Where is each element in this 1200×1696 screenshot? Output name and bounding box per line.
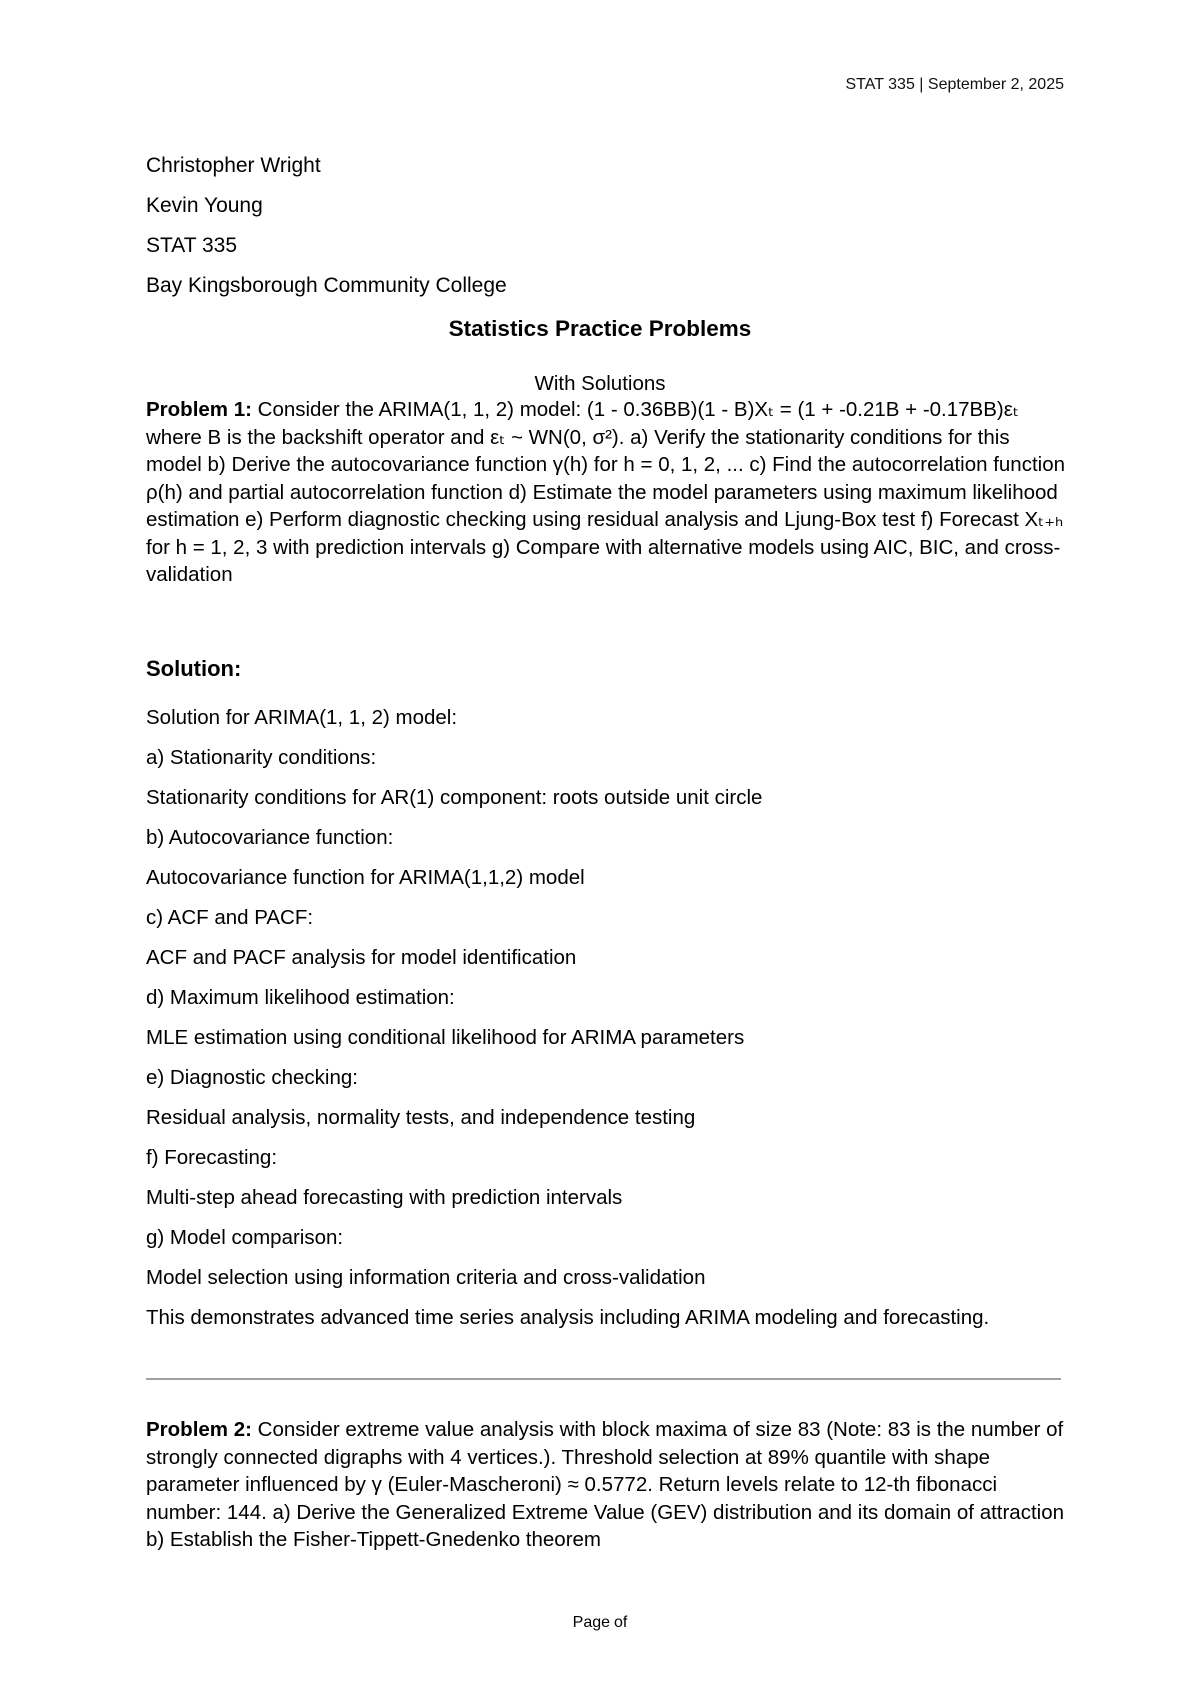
author-block bbox=[146, 146, 507, 306]
solution-lines bbox=[146, 698, 989, 1338]
solution-line: Model selection using information criteria and cross-validation bbox=[146, 1266, 706, 1289]
problem-2-label: Problem 2: bbox=[146, 1418, 252, 1441]
problem-1 bbox=[146, 396, 1066, 589]
page-footer bbox=[0, 1614, 1200, 1632]
problem-1-label: Problem 1: bbox=[146, 398, 252, 421]
section-divider bbox=[146, 1378, 1061, 1380]
solution-line: a) Stationarity conditions: bbox=[146, 746, 377, 769]
solution-line: Autocovariance function for ARIMA(1,1,2) model bbox=[146, 866, 585, 889]
footer-of-label: of bbox=[614, 1614, 628, 1631]
document-subtitle: With Solutions bbox=[534, 372, 666, 395]
solution-line: b) Autocovariance function: bbox=[146, 826, 394, 849]
solution-line: Residual analysis, normality tests, and independence testing bbox=[146, 1106, 696, 1129]
solution-line: c) ACF and PACF: bbox=[146, 906, 314, 929]
course-line: STAT 335 bbox=[146, 234, 238, 257]
author-line: Christopher Wright bbox=[146, 154, 321, 177]
solution-line: f) Forecasting: bbox=[146, 1146, 278, 1169]
solution-heading: Solution: bbox=[146, 656, 242, 681]
solution-line: ACF and PACF analysis for model identification bbox=[146, 946, 577, 969]
solution-line: d) Maximum likelihood estimation: bbox=[146, 986, 455, 1009]
problem-1-text: Consider the ARIMA(1, 1, 2) model: (1 - 0.36BB)(1 - B)Xₜ = (1 + -0.21B + -0.17BB)εₜ where B is the backshift operator and εₜ ~ WN(0, σ²). a) Verify the stationarity conditions for this model b) Derive the autocovariance function γ(h) for h = 0, 1, 2, ... c) Find the autocorrelation function ρ(h) and partial autocorrelation function d) Estimate the model parameters using maximum likelihood estimation e) Perform diagnostic checking using residual analysis and Ljung-Box test f) Forecast Xₜ₊ₕ for h = 1, 2, 3 with prediction intervals g) Compare with alternative models using AIC, BIC, and cross-validation bbox=[146, 398, 1065, 586]
solution-line: Multi-step ahead forecasting with prediction intervals bbox=[146, 1186, 623, 1209]
solution-line: MLE estimation using conditional likelihood for ARIMA parameters bbox=[146, 1026, 745, 1049]
problem-2 bbox=[146, 1416, 1066, 1554]
footer-page-label: Page bbox=[572, 1614, 611, 1631]
solution-line: This demonstrates advanced time series analysis including ARIMA modeling and forecasting. bbox=[146, 1306, 990, 1329]
solution-line: Stationarity conditions for AR(1) component: roots outside unit circle bbox=[146, 786, 763, 809]
problem-2-text: Consider extreme value analysis with block maxima of size 83 (Note: 83 is the number of strongly connected digraphs with 4 vertices.). Threshold selection at 89% quantile with shape parameter influenced by γ (Euler-Mascheroni) ≈ 0.5772. Return levels relate to 12-th fibonacci number: 144. a) Derive the Generalized Extreme Value (GEV) distribution and its domain of attraction b) Establish the Fisher-Tippett-Gnedenko theorem bbox=[146, 1418, 1065, 1551]
document-title: Statistics Practice Problems bbox=[448, 316, 752, 341]
solution-line: Solution for ARIMA(1, 1, 2) model: bbox=[146, 706, 458, 729]
page-header: STAT 335 | September 2, 2025 bbox=[845, 76, 1064, 93]
author-line: Kevin Young bbox=[146, 194, 263, 217]
institution-line: Bay Kingsborough Community College bbox=[146, 274, 507, 297]
solution-line: g) Model comparison: bbox=[146, 1226, 344, 1249]
solution-line: e) Diagnostic checking: bbox=[146, 1066, 358, 1089]
